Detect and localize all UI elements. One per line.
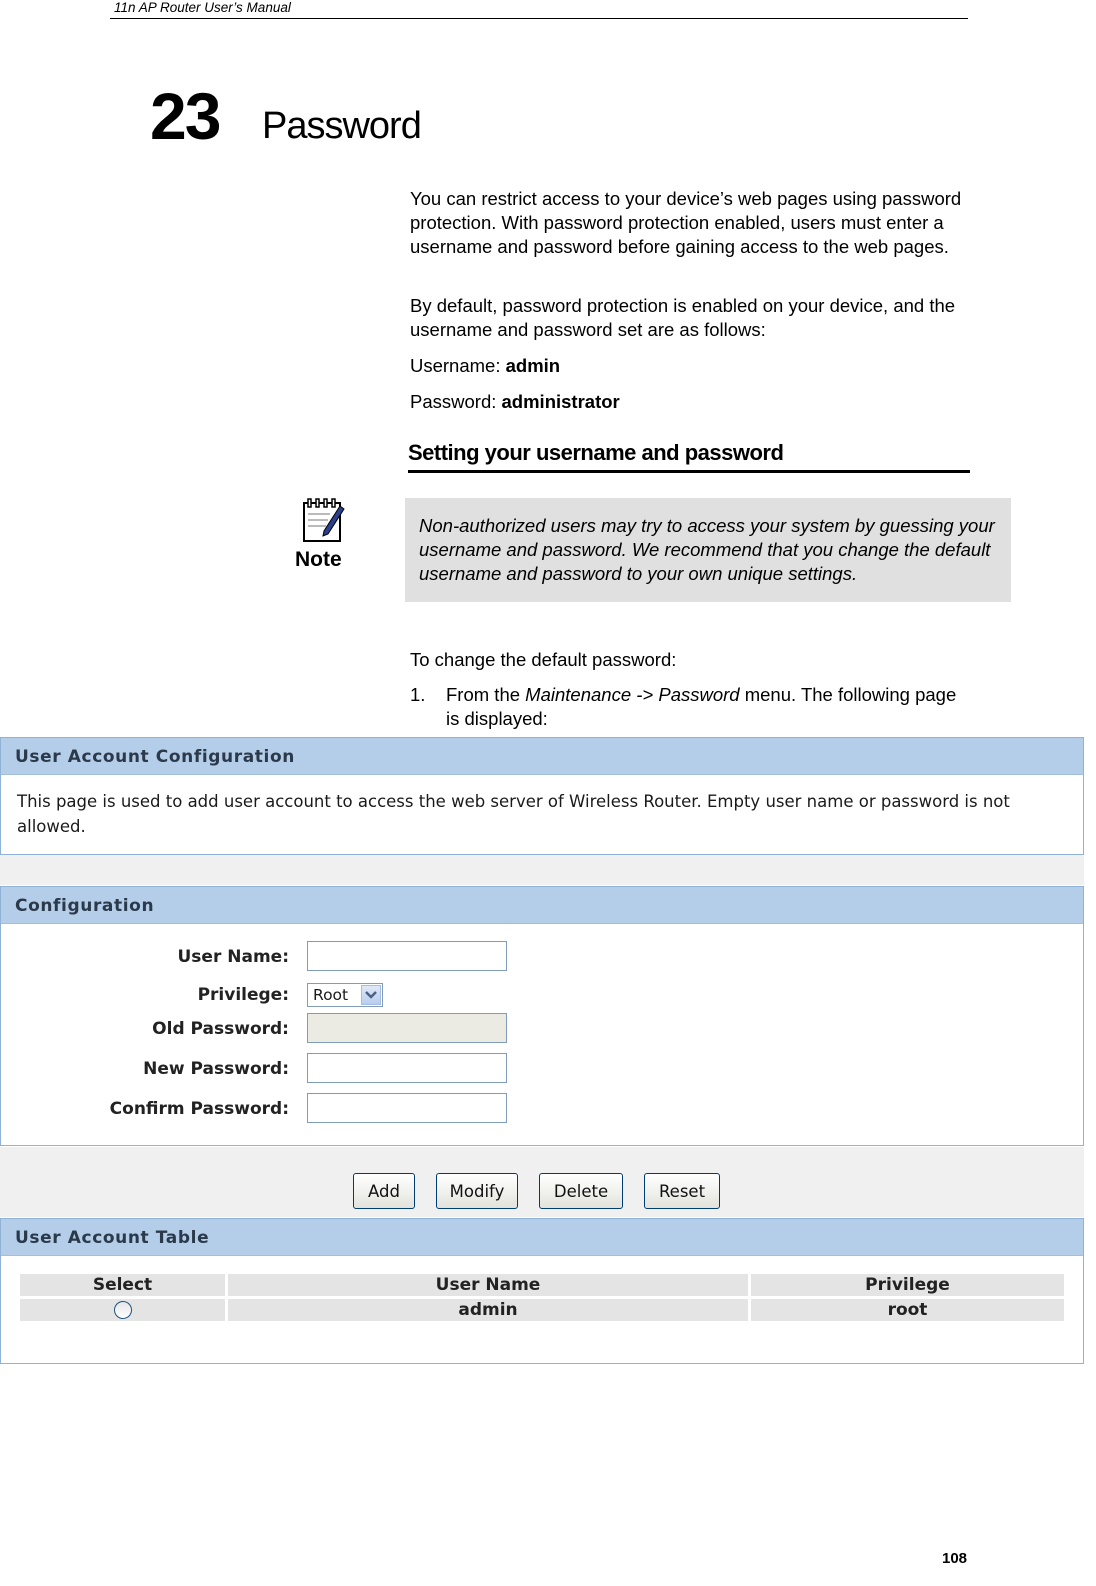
intro-paragraph-2: By default, password protection is enabled on your device, and the username and password set are as follows: — [410, 295, 956, 340]
privilege-field-label: Privilege: — [197, 985, 289, 1005]
password-label: Password: — [410, 391, 497, 412]
username-value: admin — [505, 355, 561, 376]
panel-title: User Account Table — [1, 1219, 1083, 1256]
page-number: 108 — [942, 1550, 968, 1567]
step-post: menu. The following page is displayed: — [446, 684, 957, 729]
username-row — [1, 941, 1081, 975]
router-screenshot — [0, 735, 1084, 1365]
panel-title: User Account Configuration — [1, 738, 1083, 775]
select-cell — [20, 1299, 225, 1321]
new-password-input[interactable] — [307, 1053, 507, 1083]
confirm-password-field-label: Confirm Password: — [109, 1099, 289, 1119]
row-select-radio[interactable] — [114, 1301, 132, 1319]
step-number: 1. — [410, 684, 426, 705]
section-heading: Setting your username and password — [408, 440, 970, 473]
panel-description: This page is used to add user account to access the web server of Wireless Router. Empty user name or password is not allowed. — [17, 792, 1010, 836]
chevron-down-icon[interactable] — [361, 985, 381, 1005]
add-button[interactable]: Add — [353, 1173, 415, 1209]
note-box — [405, 498, 1011, 602]
confirm-password-row — [1, 1093, 1081, 1127]
table-row — [20, 1299, 1064, 1321]
menu-path: Maintenance -> Password — [525, 684, 740, 705]
chapter-title: Password — [262, 105, 421, 147]
old-password-row — [1, 1013, 1081, 1047]
step-pre: From the — [446, 684, 526, 705]
column-header-select: Select — [20, 1274, 225, 1296]
delete-button[interactable]: Delete — [539, 1173, 623, 1209]
privilege-selected-value: Root — [313, 986, 349, 1004]
reset-button[interactable]: Reset — [644, 1173, 720, 1209]
privilege-select[interactable] — [307, 983, 383, 1007]
username-label: Username: — [410, 355, 501, 376]
notepad-icon — [300, 498, 346, 544]
privilege-row — [1, 979, 1081, 1013]
column-header-privilege: Privilege — [751, 1274, 1064, 1296]
old-password-input[interactable] — [307, 1013, 507, 1043]
chapter-number: 23 — [150, 79, 220, 153]
panel-spacer — [0, 855, 1084, 885]
user-account-table-panel — [0, 1218, 1084, 1364]
step-text — [446, 683, 966, 731]
running-header — [110, 0, 968, 19]
password-value: administrator — [501, 391, 620, 412]
new-password-field-label: New Password: — [143, 1059, 289, 1079]
modify-button[interactable]: Modify — [436, 1173, 518, 1209]
column-header-user-name: User Name — [228, 1274, 748, 1296]
privilege-cell: root — [751, 1299, 1064, 1321]
default-password — [410, 390, 970, 414]
username-field-label: User Name: — [177, 947, 289, 967]
steps-intro: To change the default password: — [410, 649, 677, 670]
user-account-configuration-panel — [0, 737, 1084, 855]
note-text: Non-authorized users may try to access your system by guessing your username and password. We recommend that you change the default username and password to your own unique settings. — [419, 515, 995, 584]
user-account-table — [17, 1271, 1067, 1324]
intro-paragraph-1: You can restrict access to your device’s web pages using password protection. With password protection enabled, users must enter a username and password before gaining access to the web pages. — [410, 188, 962, 257]
manual-title: 11n AP Router User’s Manual — [114, 0, 291, 15]
user-name-cell: admin — [228, 1299, 748, 1321]
confirm-password-input[interactable] — [307, 1093, 507, 1123]
panel-title: Configuration — [1, 887, 1083, 924]
old-password-field-label: Old Password: — [152, 1019, 289, 1039]
note-label: Note — [295, 548, 342, 571]
configuration-panel — [0, 886, 1084, 1146]
table-header-row — [20, 1274, 1064, 1296]
default-username — [410, 354, 970, 378]
username-input[interactable] — [307, 941, 507, 971]
new-password-row — [1, 1053, 1081, 1087]
